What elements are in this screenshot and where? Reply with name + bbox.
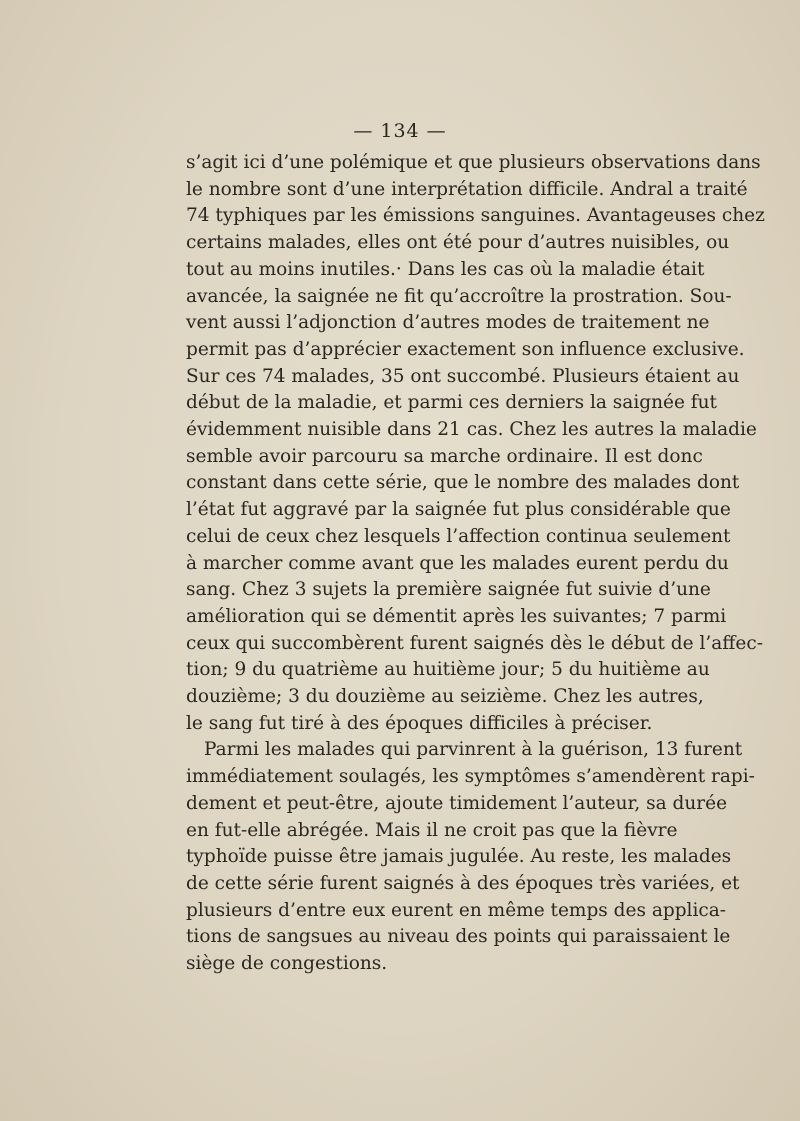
- text-line: typhoïde puisse être jamais jugulée. Au reste, les malades: [186, 846, 732, 868]
- text-line: tion; 9 du quatrième au huitième jour; 5 du huitième au: [186, 659, 710, 681]
- text-line: le sang fut tiré à des époques difficiles à préciser.: [186, 712, 653, 734]
- text-line: à marcher comme avant que les malades eurent perdu du: [186, 552, 729, 574]
- text-line: l’état fut aggravé par la saignée fut plus considérable que: [186, 499, 731, 521]
- text-line: tout au moins inutiles.· Dans les cas où la maladie était: [186, 258, 705, 280]
- text-line: avancée, la saignée ne fit qu’accroître la prostration. Sou-: [186, 285, 732, 307]
- text-line: en fut-elle abrégée. Mais il ne croit pas que la fièvre: [186, 819, 678, 841]
- text-line: plusieurs d’entre eux eurent en même temps des applica-: [186, 899, 727, 921]
- text-line: semble avoir parcouru sa marche ordinaire. Il est donc: [186, 445, 703, 467]
- text-line: certains malades, elles ont été pour d’autres nuisibles, ou: [186, 232, 730, 254]
- text-line: s’agit ici d’une polémique et que plusieurs observations dans: [186, 152, 761, 173]
- text-line: évidemment nuisible dans 21 cas. Chez les autres la maladie: [186, 419, 757, 441]
- paragraph-2: [186, 737, 755, 977]
- text-line: Sur ces 74 malades, 35 ont succombé. Plusieurs étaient au: [186, 365, 740, 387]
- body-text: [186, 150, 765, 978]
- text-line: constant dans cette série, que le nombre des malades dont: [186, 472, 740, 494]
- text-line: ceux qui succombèrent furent saignés dès le début de l’affec-: [186, 632, 763, 654]
- text-line: début de la maladie, et parmi ces derniers la saignée fut: [186, 392, 717, 414]
- text-line: celui de ceux chez lesquels l’affection continua seulement: [186, 525, 731, 547]
- text-line: permit pas d’apprécier exactement son influence exclusive.: [186, 338, 745, 360]
- text-line: dement et peut-être, ajoute timidement l’auteur, sa durée: [186, 792, 728, 814]
- text-line: 74 typhiques par les émissions sanguines. Avantageuses chez: [186, 205, 765, 227]
- text-line: immédiatement soulagés, les symptômes s’amendèrent rapi-: [186, 766, 755, 788]
- text-line: tions de sangsues au niveau des points qui paraissaient le: [186, 926, 731, 948]
- text-line: amélioration qui se démentit après les suivantes; 7 parmi: [186, 605, 727, 627]
- text-line: siège de congestions.: [186, 953, 388, 975]
- text-line: de cette série furent saignés à des époques très variées, et: [186, 872, 740, 894]
- text-line: vent aussi l’adjonction d’autres modes de traitement ne: [186, 312, 710, 334]
- page-number: — 134 —: [353, 120, 447, 142]
- text-line: douzième; 3 du douzième au seizième. Chez les autres,: [186, 686, 704, 708]
- text-line: le nombre sont d’une interprétation difficile. Andral a traité: [186, 178, 748, 200]
- text-line: Parmi les malades qui parvinrent à la guérison, 13 furent: [204, 739, 743, 761]
- text-line: sang. Chez 3 sujets la première saignée fut suivie d’une: [186, 579, 711, 601]
- paragraph-1: [186, 150, 765, 737]
